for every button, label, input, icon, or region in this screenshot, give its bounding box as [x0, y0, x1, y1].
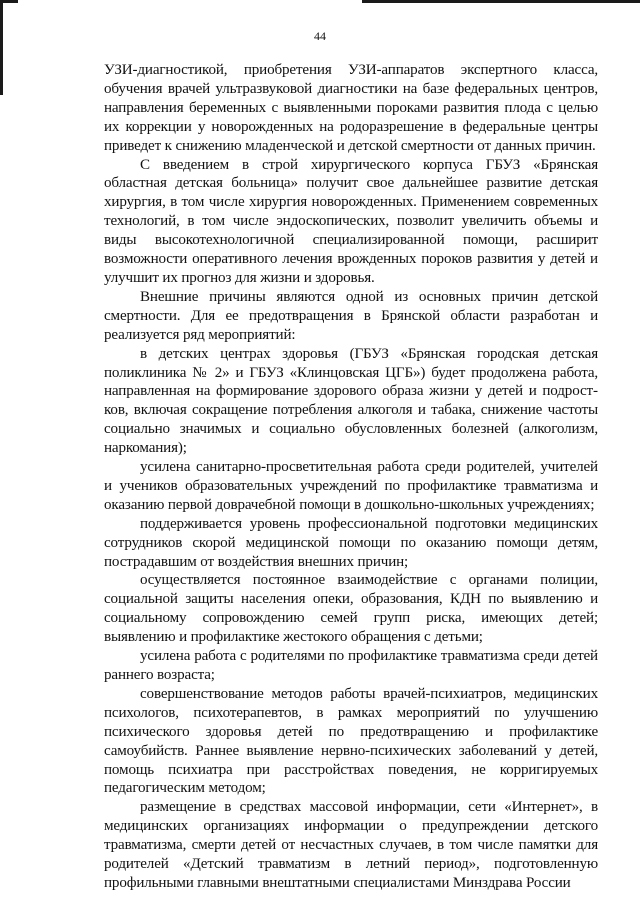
- scan-edge-mark-left: [0, 0, 3, 95]
- document-body: [104, 61, 598, 893]
- list-item-psychiatry-methods: совершенствование методов работы врачей-психиатров, медицинских психологов, психотерапевтов, в рамках мероприятий по улучшению психического здоровья детей по предотвращению и профилактике самоубийств. Раннее выявление нервно-психических заболеваний у детей, помощь психиатра при расстройствах поведения, не корригируемых педагогическим методом;: [104, 685, 598, 797]
- scan-edge-mark-top-right: [362, 0, 640, 3]
- paragraph-external-causes: Внешние причины являются одной из основных причин детской смертности. Для ее предотвращения в Брянской области разработан и реализуется ряд мероприятий:: [104, 288, 598, 343]
- page-number: 44: [314, 29, 326, 43]
- paragraph-surgery: С введением в строй хирургического корпуса ГБУЗ «Брянская областная детская больница» получит свое дальнейшее развитие детская хирургия, в том числе хирургия новорожденных. Применением современных технологий, в том числе эндоскопических, позволит увеличить объемы и виды высокотехнологичной специализированной помощи, расширит возможности оперативного лечения врожденных пороков развития у детей и улучшит их прогноз для жизни и здоровья.: [104, 156, 598, 286]
- scan-edge-mark-top-left: [0, 0, 18, 3]
- list-item-health-centers: в детских центрах здоровья (ГБУЗ «Брянская городская детская поликлиника № 2» и ГБУЗ «Клинцовская ЦГБ») будет продолжена работа, направленная на формирование здорового образа жизни у детей и подростков, включая сокращение потребления алкоголя и табака, снижение частоты социально значимых и социально обусловленных болезней (алкоголизм, наркомания);: [104, 345, 598, 457]
- list-item-emergency-training: поддерживается уровень профессиональной подготовки медицинских сотрудников скорой медицинской помощи по оказанию помощи детям, пострадавшим от воздействия внешних причин;: [104, 515, 598, 570]
- list-item-sanitary-education: усилена санитарно-просветительная работа среди родителей, учителей и учеников образовательных учреждений по профилактике травматизма и оказанию первой доврачебной помощи в дошкольно-школьных учреждениях;: [104, 459, 598, 513]
- list-item-media-information: размещение в средствах массовой информации, сети «Интернет», в медицинских организациях информации о предупреждении детского травматизма, смерти детей от несчастных случаев, в том числе памятки для родителей «Детский травматизм в летний период», подготовленную профильными главными внештатными специалистами Минздрава России: [104, 799, 598, 891]
- list-item-parent-work: усилена работа с родителями по профилактике травматизма среди детей раннего возраста;: [104, 648, 598, 683]
- list-item-interagency-cooperation: осуществляется постоянное взаимодействие с органами полиции, социальной защиты населения опеки, образования, КДН по выявлению и социальному сопровождению семей групп риска, имеющих детей; выявлению и профилактике жестокого обращения с детьми;: [104, 572, 598, 646]
- paragraph-continuation: УЗИ-диагностикой, приобретения УЗИ-аппаратов экспертного класса, обучения врачей ультразвуковой диагностики на базе федеральных центров, направления беременных с выявленными пороками развития плода с целью их коррекции у новорожденных на родоразрешение в федеральные центры приведет к снижению младенческой и детской смертности от данных причин.: [104, 62, 598, 154]
